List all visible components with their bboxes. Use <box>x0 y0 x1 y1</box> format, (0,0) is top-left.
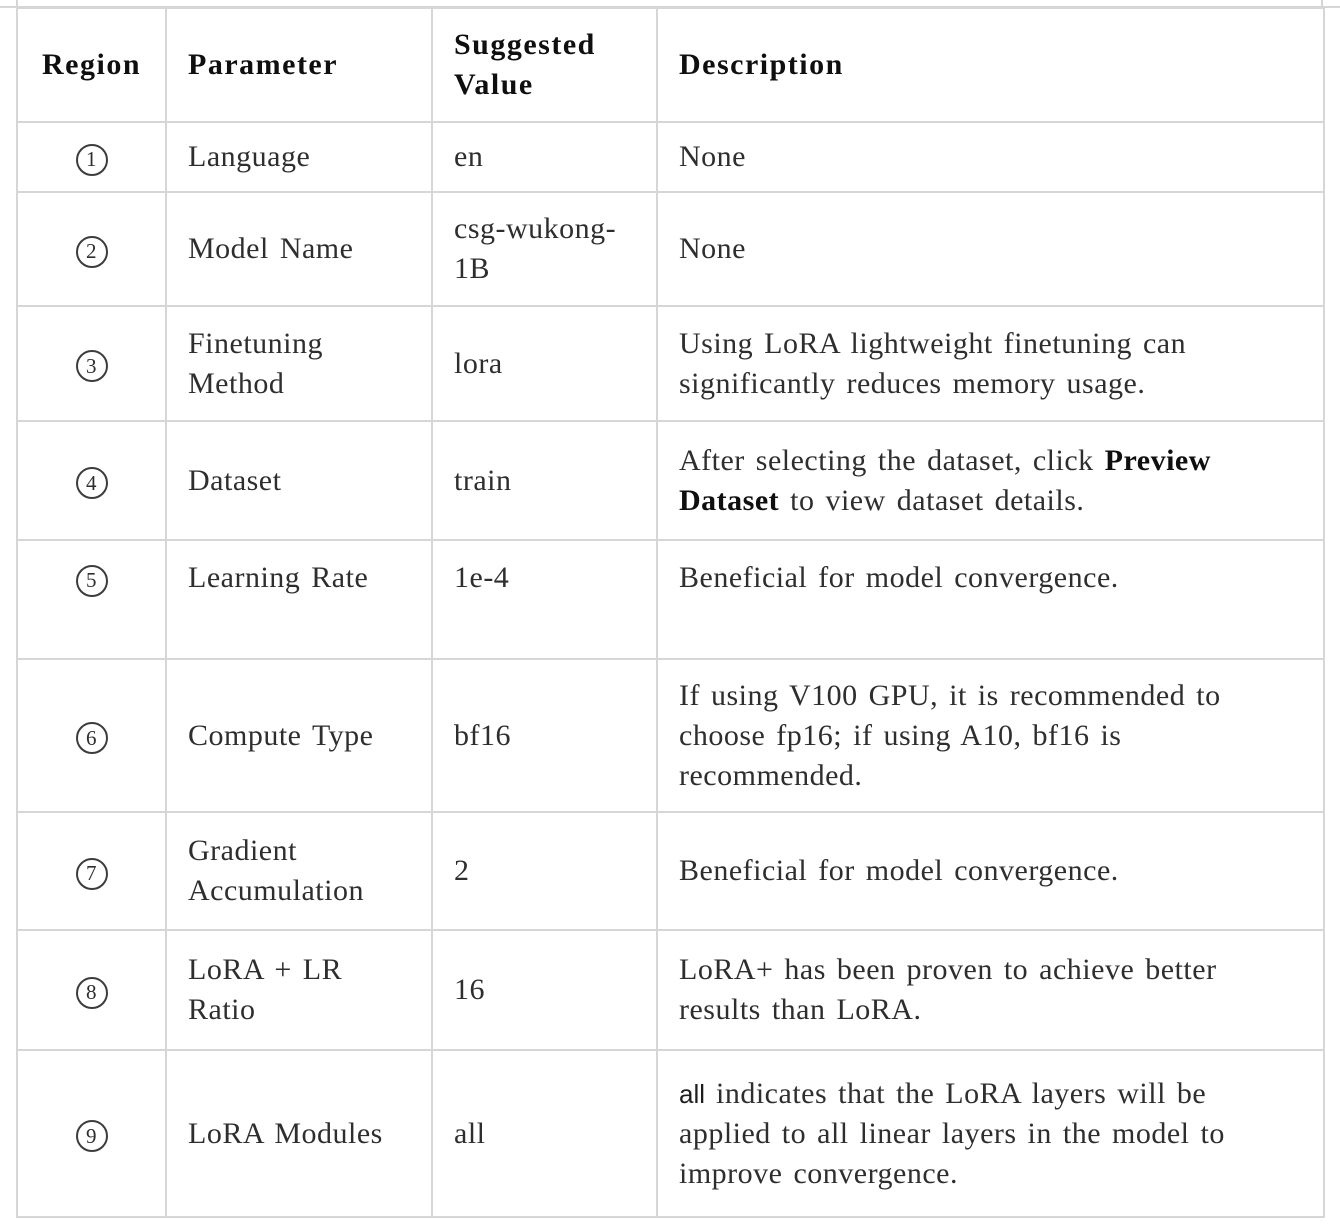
region-cell <box>17 1050 166 1217</box>
suggested-value-cell: all <box>432 1050 657 1217</box>
region-number-badge: 3 <box>76 350 108 382</box>
table-row <box>17 659 1324 812</box>
region-number-badge: 6 <box>76 722 108 754</box>
bold-text: Preview Dataset <box>679 443 1211 517</box>
parameter-cell: Learning Rate <box>166 540 432 659</box>
suggested-value-cell: 1e-4 <box>432 540 657 659</box>
region-cell <box>17 812 166 930</box>
suggested-value-cell: train <box>432 421 657 540</box>
description-text: Beneficial for model convergence. <box>679 854 1119 887</box>
region-number-badge: 9 <box>76 1120 108 1152</box>
suggested-value-cell: en <box>432 122 657 192</box>
table-header <box>17 8 1324 122</box>
parameter-cell: LoRA + LR Ratio <box>166 930 432 1050</box>
description-cell <box>657 930 1324 1050</box>
description-text: to view dataset details. <box>779 483 1085 517</box>
table-row <box>17 421 1324 540</box>
region-cell <box>17 192 166 306</box>
description-cell <box>657 421 1324 540</box>
description-cell <box>657 1050 1324 1217</box>
description-text: If using V100 GPU, it is recommended to choose fp16; if using A10, bf16 is recommended. <box>679 678 1221 792</box>
description-text: LoRA+ has been proven to achieve better results than LoRA. <box>679 953 1217 1026</box>
table-row <box>17 930 1324 1050</box>
table-row <box>17 306 1324 421</box>
parameters-table <box>16 7 1325 1218</box>
table-row <box>17 122 1324 192</box>
region-number-badge: 5 <box>76 565 108 597</box>
region-number-badge: 1 <box>76 144 108 176</box>
description-cell <box>657 122 1324 192</box>
parameter-cell: Model Name <box>166 192 432 306</box>
description-cell <box>657 540 1324 659</box>
table-row <box>17 1050 1324 1217</box>
region-cell <box>17 122 166 192</box>
region-cell <box>17 421 166 540</box>
description-cell <box>657 812 1324 930</box>
table-row <box>17 812 1324 930</box>
description-cell <box>657 306 1324 421</box>
inline-code: all <box>679 1078 706 1109</box>
region-number-badge: 8 <box>76 977 108 1009</box>
description-text: Beneficial for model convergence. <box>679 561 1119 594</box>
parameter-cell: Finetuning Method <box>166 306 432 421</box>
table-row <box>17 192 1324 306</box>
column-header-description: Description <box>657 8 1324 122</box>
region-number-badge: 4 <box>76 467 108 499</box>
description-cell <box>657 192 1324 306</box>
description-text: None <box>679 140 746 173</box>
table-row <box>17 540 1324 659</box>
description-cell <box>657 659 1324 812</box>
column-header-region: Region <box>17 8 166 122</box>
description-text: None <box>679 232 746 265</box>
region-cell <box>17 930 166 1050</box>
suggested-value-cell: csg-wukong-1B <box>432 192 657 306</box>
region-cell <box>17 659 166 812</box>
header-row <box>17 8 1324 122</box>
column-header-suggested-value: Suggested Value <box>432 8 657 122</box>
region-number-badge: 2 <box>76 236 108 268</box>
description-text: Using LoRA lightweight finetuning can significantly reduces memory usage. <box>679 326 1187 400</box>
parameter-cell: Compute Type <box>166 659 432 812</box>
suggested-value-cell: bf16 <box>432 659 657 812</box>
parameter-cell: Gradient Accumulation <box>166 812 432 930</box>
region-cell <box>17 540 166 659</box>
region-cell <box>17 306 166 421</box>
description-text: After selecting the dataset, click <box>679 443 1105 477</box>
parameter-cell: LoRA Modules <box>166 1050 432 1217</box>
suggested-value-cell: 2 <box>432 812 657 930</box>
table-body <box>17 122 1324 1217</box>
parameter-cell: Language <box>166 122 432 192</box>
column-header-parameter: Parameter <box>166 8 432 122</box>
suggested-value-cell: lora <box>432 306 657 421</box>
description-text: indicates that the LoRA layers will be applied to all linear layers in the model to improve convergence. <box>679 1076 1225 1190</box>
region-number-badge: 7 <box>76 858 108 890</box>
suggested-value-cell: 16 <box>432 930 657 1050</box>
parameter-cell: Dataset <box>166 421 432 540</box>
